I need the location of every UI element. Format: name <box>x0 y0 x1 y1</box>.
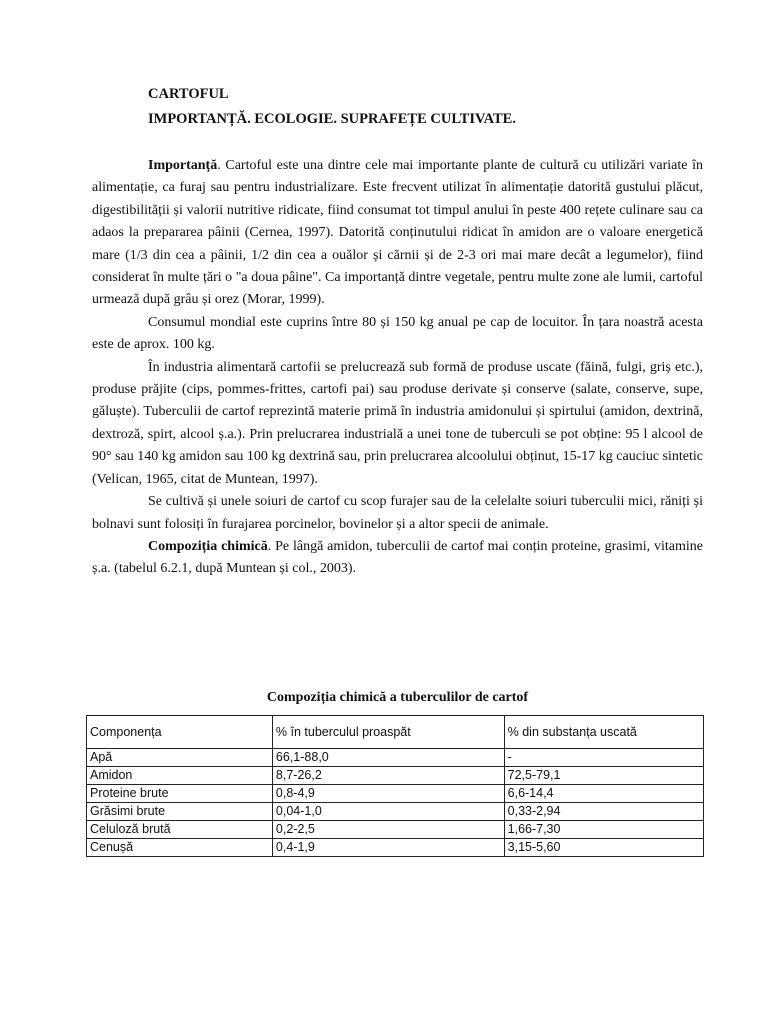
paragraph-text: . Pe lângă amidon, tuberculii de cartof mai conțin proteine, grasimi, vitamine ș.a. (tabelul 6.2.1, după Muntean și col., 2003). <box>92 538 703 577</box>
table-row <box>87 821 704 839</box>
paragraph-consumption: Consumul mondial este cuprins între 80 și 150 kg anual pe cap de locuitor. În țara noastră acesta este de aprox. 100 kg. <box>92 314 703 353</box>
table-cell: 72,5-79,1 <box>504 767 703 785</box>
table-cell: 3,15-5,60 <box>504 839 703 857</box>
table-cell: 0,04-1,0 <box>272 803 504 821</box>
table-cell: Proteine brute <box>87 785 273 803</box>
table-cell: Celuloză brută <box>87 821 273 839</box>
table-cell: 0,4-1,9 <box>272 839 504 857</box>
table-cell: Grăsimi brute <box>87 803 273 821</box>
table-header-cell: % în tuberculul proaspăt <box>272 716 504 749</box>
paragraph-industry: În industria alimentară cartofii se prelucrează sub formă de produse uscate (făină, fulgi, griș etc.), produse prăjite (cips, pommes-frittes, cartofi pai) sau produse derivate și conserve (salate, conserve, supe, găluște). Tuberculii de cartof reprezintă materie primă în industria amidonului și spirtului (amidon, dextrină, dextroză, spirt, alcool ș.a.). Prin prelucrarea industrială a unei tone de tuberculi se pot obține: 95 l alcool de 90° sau 140 kg amidon sau 100 kg dextrină sau, prin prelucrarea alcoolului obținut, 15-17 kg cauciuc sintetic (Velican, 1965, citat de Muntean, 1997). <box>92 359 703 487</box>
table-cell: 8,7-26,2 <box>272 767 504 785</box>
table-header-row <box>87 716 704 749</box>
document-subtitle: IMPORTANȚĂ. ECOLOGIE. SUPRAFEȚE CULTIVATE. <box>148 111 516 127</box>
document-title: CARTOFUL <box>148 86 229 102</box>
table-row <box>87 767 704 785</box>
table-cell: 0,33-2,94 <box>504 803 703 821</box>
table-cell: Cenușă <box>87 839 273 857</box>
table-caption: Compoziția chimică a tuberculilor de cartof <box>266 690 529 705</box>
table-cell: 6,6-14,4 <box>504 785 703 803</box>
table-row <box>87 803 704 821</box>
table-cell: 0,2-2,5 <box>272 821 504 839</box>
body-text <box>92 155 703 581</box>
paragraph-text: . Cartoful este una dintre cele mai importante plante de cultură cu utilizări variate în alimentație, ca furaj sau pentru industrializare. Este frecvent utilizat în alimentație datorită gustului plăcut, digestibilității și valorii nutritive ridicate, fiind consumat tot timpul anului în peste 400 rețete culinare sau ca adaos la prepararea pâinii (Cernea, 1997). Datorită conținutului ridicat în amidon are o valoare energetică mare (1/3 din cea a pâinii, 1/2 din cea a ouălor și cărnii și de 2-3 ori mai mare decât a legumelor), fiind considerat în multe țări o "a doua pâine". Ca importanță dintre vegetale, pentru multe zone ale lumii, cartoful urmează după grâu și orez (Morar, 1999). <box>92 158 703 308</box>
table-row <box>87 749 704 767</box>
paragraph-fodder: Se cultivă și unele soiuri de cartof cu scop furajer sau de la celelalte soiuri tuberculii mici, răniți și bolnavi sunt folosiți în furajarea porcinelor, bovinelor și a altor specii de animale. <box>92 494 703 532</box>
table-row <box>87 839 704 857</box>
table-cell: 0,8-4,9 <box>272 785 504 803</box>
table-header-cell: % din substanța uscată <box>504 716 703 749</box>
paragraph-importance <box>92 155 703 312</box>
table-cell: 66,1-88,0 <box>272 749 504 767</box>
paragraph-composition <box>92 536 703 581</box>
table-cell: 1,66-7,30 <box>504 821 703 839</box>
composition-table <box>86 715 704 857</box>
table-cell: Apă <box>87 749 273 767</box>
paragraph-lead-importance: Importanță <box>148 158 218 173</box>
table-cell: - <box>504 749 703 767</box>
table-row <box>87 785 704 803</box>
table-cell: Amidon <box>87 767 273 785</box>
paragraph-lead-composition: Compoziția chimică <box>148 538 268 554</box>
table-header-cell: Componența <box>87 716 273 749</box>
